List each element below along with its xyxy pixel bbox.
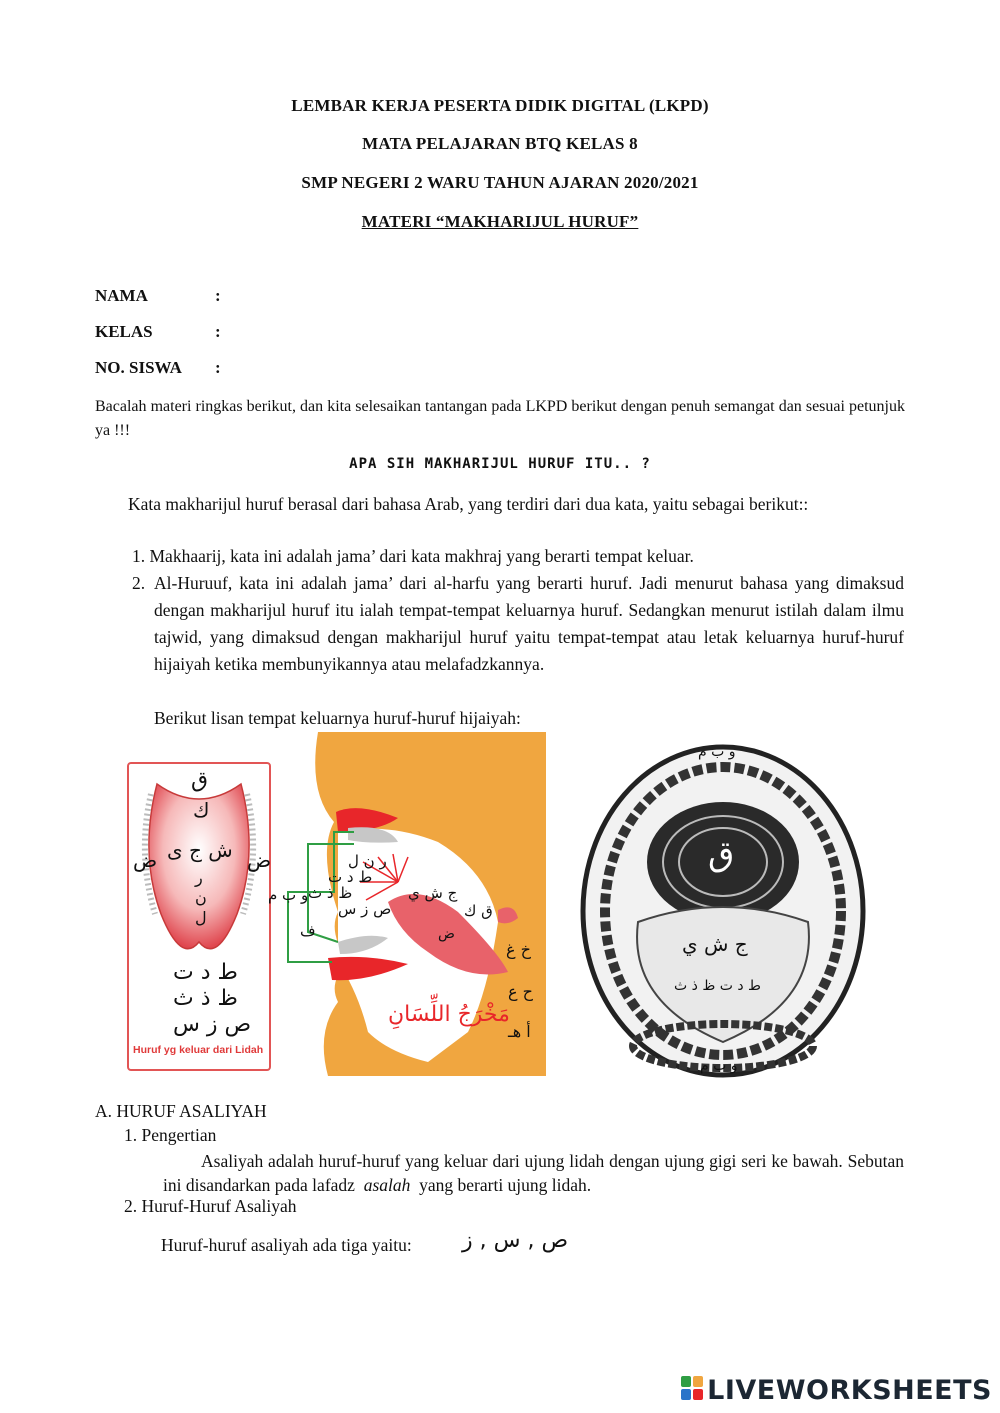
tongue-letter-side-left: ض — [133, 848, 158, 872]
profile-letters-ah: أ هـ — [508, 1022, 531, 1041]
profile-letters-ha: ح ع — [508, 982, 533, 1001]
profile-letters-jsy: ج ش ي — [408, 884, 458, 902]
profile-letters-zdz: ظ ذ ث — [308, 884, 353, 902]
profile-letter-fa: ف — [300, 922, 316, 940]
tongue-letter-side-right: ض — [247, 848, 272, 872]
section-a-heading: A. HURUF ASALIYAH — [95, 1101, 267, 1121]
tongue-letters-row-3: ص ز س — [173, 1012, 252, 1037]
tongue-letter-ra: ر — [195, 868, 203, 887]
profile-letters-wbm: و ب م — [268, 886, 309, 904]
definition-item-1: 1. Makhaarij, kata ini adalah jama’ dari kata makhraj yang berarti tempat keluar. — [132, 546, 694, 566]
definition-lead: Kata makharijul huruf berasal dari bahasa Arab, yang terdiri dari dua kata, yaitu sebagai berikut:: — [128, 494, 809, 514]
doc-title-line-1: LEMBAR KERJA PESERTA DIDIK DIGITAL (LKPD) — [291, 96, 709, 115]
doc-title-line-3: SMP NEGERI 2 WARU TAHUN AJARAN 2020/2021 — [301, 173, 699, 192]
section-a-item-1-italic: asalah — [363, 1175, 411, 1195]
section-a-item-2-title: 2. Huruf-Huruf Asaliyah — [124, 1196, 297, 1216]
section-a-item-2-letters: ص , س , ز — [462, 1228, 569, 1253]
doc-title-line-4: MATERI “MAKHARIJUL HURUF” — [361, 212, 639, 231]
mouth-figure — [578, 742, 868, 1080]
profile-letters-rnl: ر ن ل — [348, 852, 387, 870]
doc-title-line-2: MATA PELAJARAN BTQ KELAS 8 — [362, 134, 638, 153]
mouth-letters-bottom: و ب م — [700, 1058, 738, 1074]
tongue-caption: Huruf yg keluar dari Lidah — [133, 1044, 264, 1056]
definition-item-2: Al-Huruuf, kata ini adalah jama’ dari al-harfu yang berarti huruf. Jadi menurut bahasa yang dimaksud dengan makharijul huruf itu ialah tempat-tempat keluarnya huruf. Sedangkan menurut istilah dalam ilmu tajwid, yang dimaksud dengan makharijul huruf yaitu tempat-tempat atau letak keluarnya huruf-huruf hijaiyah ketika membunyikannya atau melafadzkannya. — [154, 573, 904, 674]
field-colon-kelas: : — [215, 322, 221, 341]
profile-letters-szs: ص ز س — [338, 900, 392, 918]
tongue-letters-row-2: ظ ذ ث — [173, 986, 238, 1011]
field-label-no-siswa: NO. SISWA — [95, 358, 182, 377]
field-colon-no-siswa: : — [215, 358, 221, 377]
tongue-letter-qaf: ق — [191, 768, 209, 793]
profile-letter-dad: ض — [438, 926, 455, 942]
liveworksheets-logo-icon — [681, 1376, 703, 1407]
field-label-kelas: KELAS — [95, 322, 153, 341]
section-a-item-1-tail: yang berarti ujung lidah. — [419, 1175, 592, 1195]
tongue-figure — [127, 762, 271, 1071]
tongue-letters-middle: ش ج ى — [167, 838, 233, 862]
figure-intro: Berikut lisan tempat keluarnya huruf-huruf hijaiyah: — [154, 708, 521, 728]
field-label-nama: NAMA — [95, 286, 148, 305]
profile-letters-qk: ق ك — [464, 902, 493, 920]
definition-item-2-number: 2. — [132, 573, 146, 593]
profile-label: مَخْرَجُ اللِّسَانِ — [388, 1002, 510, 1027]
section-a-item-2-text: Huruf-huruf asaliyah ada tiga yaitu: — [161, 1235, 412, 1255]
tongue-letter-lam: ل — [195, 908, 207, 927]
section-a-item-1-text — [163, 1149, 904, 1197]
mouth-letters-low: ط د ت ظ ذ ث — [674, 978, 761, 994]
intro-paragraph: Bacalah materi ringkas berikut, dan kita selesaikan tantangan pada LKPD berikut dengan penuh semangat dan sesuai petunjuk ya !!! — [95, 398, 905, 439]
section-heading: APA SIH MAKHARIJUL HURUF ITU.. ? — [349, 456, 651, 472]
mouth-drawing — [578, 742, 868, 1080]
mouth-letters-top: و ب م — [698, 744, 736, 760]
mouth-letter-qaf: ق — [708, 834, 735, 874]
liveworksheets-logo — [681, 1375, 992, 1407]
field-colon-nama: : — [215, 286, 221, 305]
tongue-letter-kaf: ك — [193, 798, 210, 822]
section-a-item-1-title: 1. Pengertian — [124, 1125, 217, 1145]
section-a-item-1-body: Asaliyah adalah huruf-huruf yang keluar dari ujung lidah dengan ujung gigi seri ke bawah. Sebutan ini disandarkan pada lafadz — [163, 1151, 904, 1195]
profile-letters-tdt: ط د ت — [328, 868, 373, 886]
mouth-letters-mid: ج ش ي — [682, 932, 748, 956]
profile-letters-kg: خ غ — [506, 940, 531, 959]
tongue-letters-row-1: ط د ت — [173, 960, 238, 985]
tongue-letter-nun: ن — [195, 888, 207, 907]
liveworksheets-logo-text: LIVEWORKSHEETS — [707, 1375, 992, 1406]
profile-figure — [268, 732, 546, 1076]
